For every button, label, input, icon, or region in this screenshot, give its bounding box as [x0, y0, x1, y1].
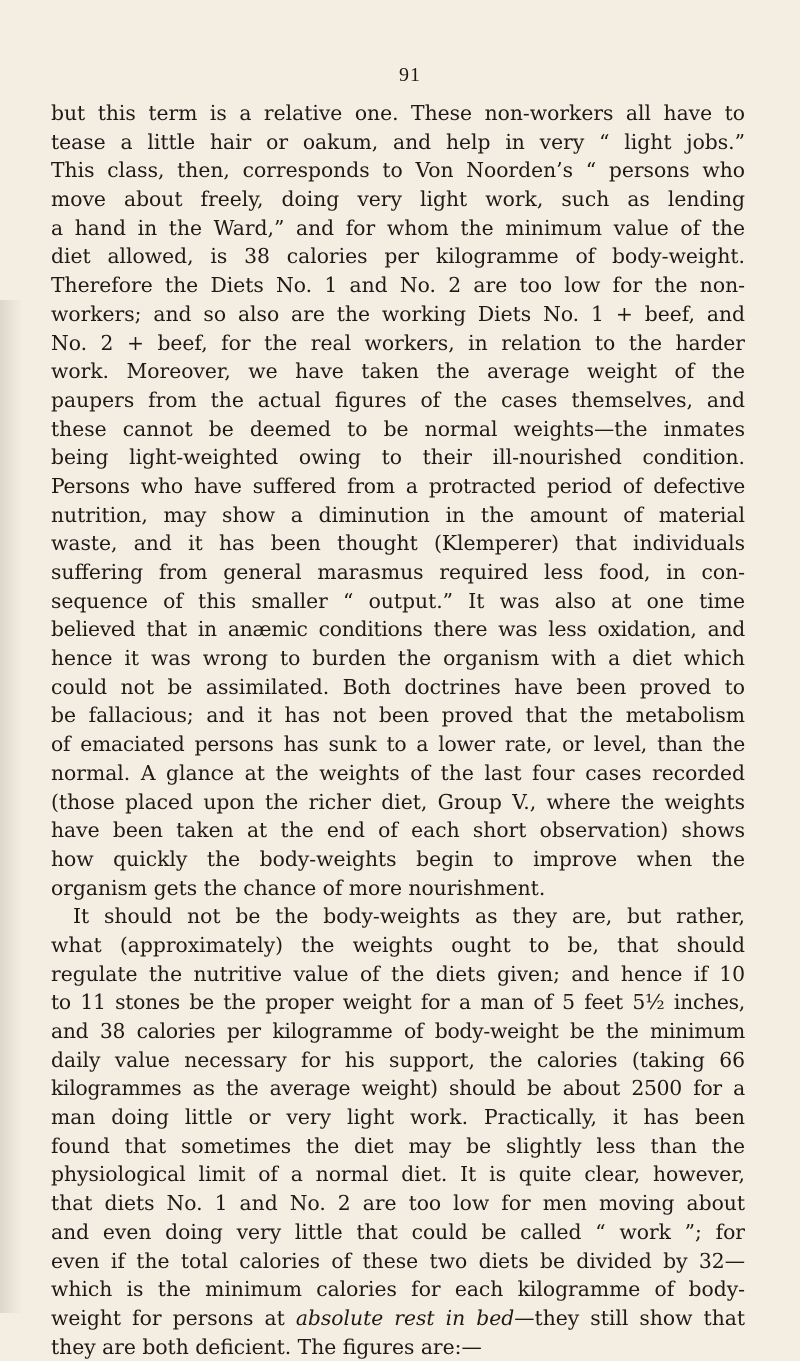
text-line: paupers from the actual figures of the cases themselves, and [51, 387, 745, 412]
text-line: normal. A glance at the weights of the last four cases recorded [51, 760, 745, 785]
text-line: which is the minimum calories for each kilogramme of body- [51, 1277, 745, 1302]
text-line: kilogrammes as the average weight) should be about 2500 for a [51, 1076, 745, 1101]
text-line: that diets No. 1 and No. 2 are too low for men moving about [51, 1191, 745, 1216]
text-line: believed that in anæmic conditions there was less oxidation, and [51, 617, 745, 642]
text-line: these cannot be deemed to be normal weights—the inmates [51, 416, 745, 441]
text-line: suffering from general marasmus required less food, in con- [51, 560, 745, 584]
text-line: but this term is a relative one. These non-workers all have to [51, 101, 745, 125]
text-line: and 38 calories per kilogramme of body-weight be the minimum [51, 1019, 745, 1043]
text-line: tease a little hair or oakum, and help in very “ light jobs.” [51, 129, 745, 154]
text-line: and even doing very little that could be called “ work ”; for [51, 1219, 745, 1244]
body-text [51, 99, 745, 1361]
text-segment: —they still show that [514, 1305, 745, 1330]
text-line: diet allowed, is 38 calories per kilogramme of body-weight. [51, 244, 745, 269]
text-line: move about freely, doing very light work, such as lending [51, 187, 745, 212]
text-line: (those placed upon the richer diet, Group V., where the weights [51, 789, 745, 814]
text-line: of emaciated persons has sunk to a lower rate, or level, than the [51, 732, 745, 757]
text-line: they are both deficient. The figures are:— [51, 1334, 482, 1359]
text-line: It should not be the body-weights as they are, but rather, [73, 904, 745, 929]
page-number: 91 [399, 64, 421, 86]
text-line: even if the total calories of these two diets be divided by 32— [51, 1248, 745, 1273]
text-line: No. 2 + beef, for the real workers, in relation to the harder [51, 330, 745, 355]
text-line: physiological limit of a normal diet. It is quite clear, however, [51, 1162, 745, 1187]
text-line: This class, then, corresponds to Von Noorden’s “ persons who [51, 158, 745, 183]
text-line: being light-weighted owing to their ill-nourished condition. [51, 445, 745, 470]
text-line: have been taken at the end of each short observation) shows [51, 818, 745, 843]
text-line: found that sometimes the diet may be slightly less than the [51, 1133, 745, 1158]
text-line: how quickly the body-weights begin to improve when the [51, 846, 745, 871]
text-line: work. Moreover, we have taken the average weight of the [51, 359, 745, 384]
text-line-with-italic [51, 1304, 745, 1333]
text-line: waste, and it has been thought (Klemperer) that individuals [51, 531, 745, 556]
text-line: Persons who have suffered from a protracted period of defective [51, 473, 745, 498]
text-line: Therefore the Diets No. 1 and No. 2 are too low for the non- [51, 273, 745, 298]
text-line: a hand in the Ward,” and for whom the minimum value of the [51, 215, 745, 240]
text-line: hence it was wrong to burden the organism with a diet which [51, 646, 745, 671]
text-line: workers; and so also are the working Diets No. 1 + beef, and [51, 301, 745, 326]
text-line: organism gets the chance of more nourishment. [51, 875, 546, 900]
text-segment: weight for persons at [51, 1305, 296, 1330]
text-line: could not be assimilated. Both doctrines have been proved to [51, 674, 745, 699]
text-line: regulate the nutritive value of the diets given; and hence if 10 [51, 961, 745, 986]
italic-phrase: absolute rest in bed [295, 1305, 515, 1330]
text-line: what (approximately) the weights ought to be, that should [51, 932, 745, 957]
text-line: daily value necessary for his support, the calories (taking 66 [51, 1047, 745, 1072]
text-line: be fallacious; and it has not been proved that the metabolism [51, 703, 745, 728]
text-line: sequence of this smaller “ output.” It was also at one time [51, 588, 745, 613]
page-edge-shadow [0, 300, 22, 1313]
text-line: nutrition, may show a diminution in the amount of material [51, 502, 745, 527]
text-line: to 11 stones be the proper weight for a man of 5 feet 5½ inches, [51, 990, 745, 1015]
text-line: man doing little or very light work. Practically, it has been [51, 1105, 745, 1130]
